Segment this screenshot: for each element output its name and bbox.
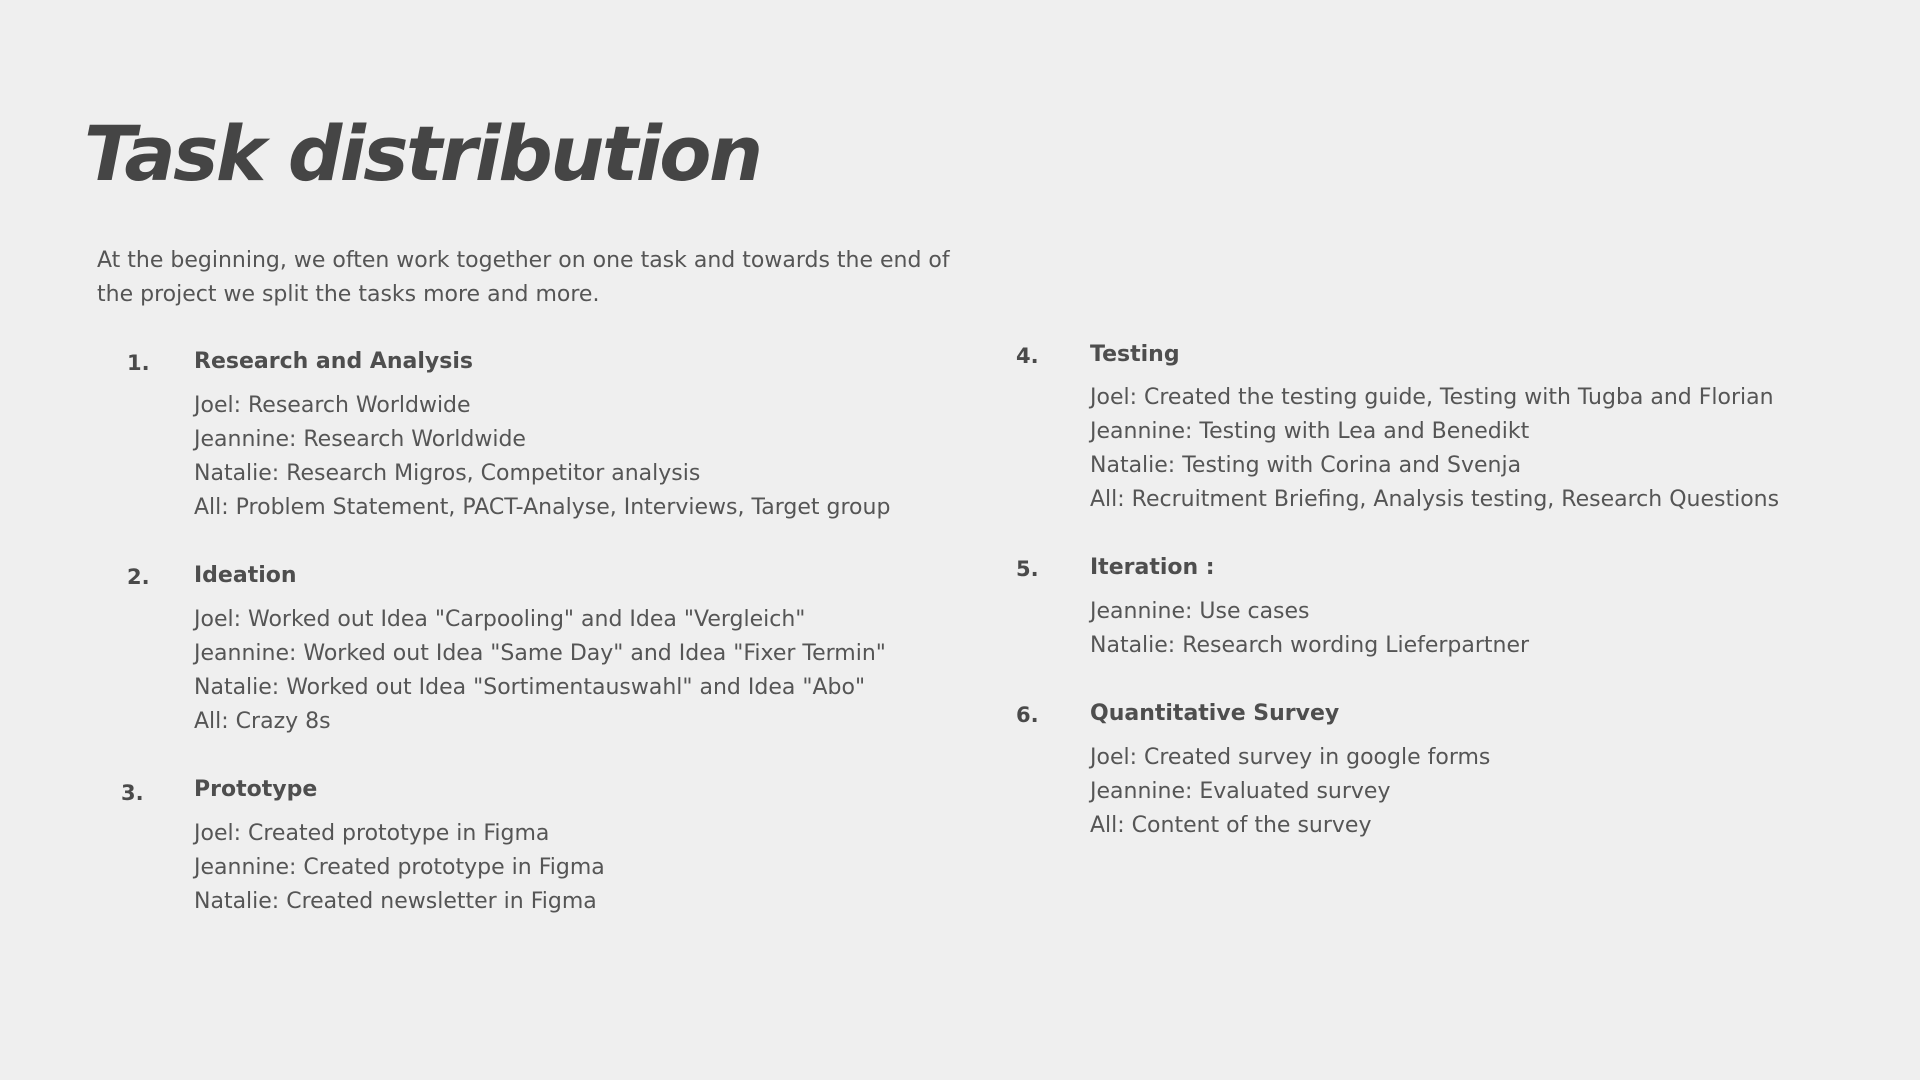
section-number: 5.: [1016, 557, 1039, 581]
section-number: 1.: [127, 351, 150, 375]
task-line: Jeannine: Testing with Lea and Benedikt: [1090, 419, 1530, 444]
section-task-list: [1090, 381, 1779, 517]
section-heading: Ideation: [194, 563, 297, 588]
intro-text: At the beginning, we often work together on one task and towards the end of the project we split the tasks more and more.: [97, 248, 950, 307]
task-line: Jeannine: Research Worldwide: [194, 427, 526, 452]
page-title: Task distribution: [84, 109, 761, 198]
task-line: Joel: Created survey in google forms: [1090, 745, 1491, 770]
task-line: All: Crazy 8s: [194, 709, 331, 734]
task-line: Jeannine: Evaluated survey: [1090, 779, 1391, 804]
section-heading: Prototype: [194, 777, 318, 802]
task-line: Joel: Worked out Idea "Carpooling" and Idea "Vergleich": [194, 607, 806, 632]
section-number: 6.: [1016, 703, 1039, 727]
task-line: Jeannine: Worked out Idea "Same Day" and Idea "Fixer Termin": [194, 641, 886, 666]
task-line: Jeannine: Use cases: [1090, 599, 1310, 624]
section-heading: Quantitative Survey: [1090, 701, 1340, 726]
task-line: Natalie: Research wording Lieferpartner: [1090, 633, 1530, 658]
task-line: Natalie: Testing with Corina and Svenja: [1090, 453, 1522, 478]
task-line: Joel: Created the testing guide, Testing with Tugba and Florian: [1090, 385, 1774, 410]
section-task-list: [194, 389, 890, 525]
section-task-list: [194, 817, 605, 919]
section-task-list: [1090, 741, 1490, 843]
task-line: Natalie: Created newsletter in Figma: [194, 889, 597, 914]
section-number: 3.: [121, 781, 144, 805]
task-line: Joel: Research Worldwide: [194, 393, 471, 418]
section-number: 4.: [1016, 344, 1039, 368]
task-line: All: Recruitment Briefing, Analysis testing, Research Questions: [1090, 487, 1780, 512]
task-line: All: Content of the survey: [1090, 813, 1372, 838]
section-number: 2.: [127, 565, 150, 589]
task-line: Natalie: Worked out Idea "Sortimentauswahl" and Idea "Abo": [194, 675, 866, 700]
task-line: Natalie: Research Migros, Competitor analysis: [194, 461, 701, 486]
task-line: All: Problem Statement, PACT-Analyse, Interviews, Target group: [194, 495, 891, 520]
task-line: Joel: Created prototype in Figma: [194, 821, 550, 846]
section-heading: Iteration :: [1090, 555, 1215, 580]
section-task-list: [1090, 595, 1529, 663]
task-line: Jeannine: Created prototype in Figma: [194, 855, 605, 880]
section-heading: Testing: [1090, 342, 1180, 367]
section-heading: Research and Analysis: [194, 349, 473, 374]
section-task-list: [194, 603, 886, 739]
